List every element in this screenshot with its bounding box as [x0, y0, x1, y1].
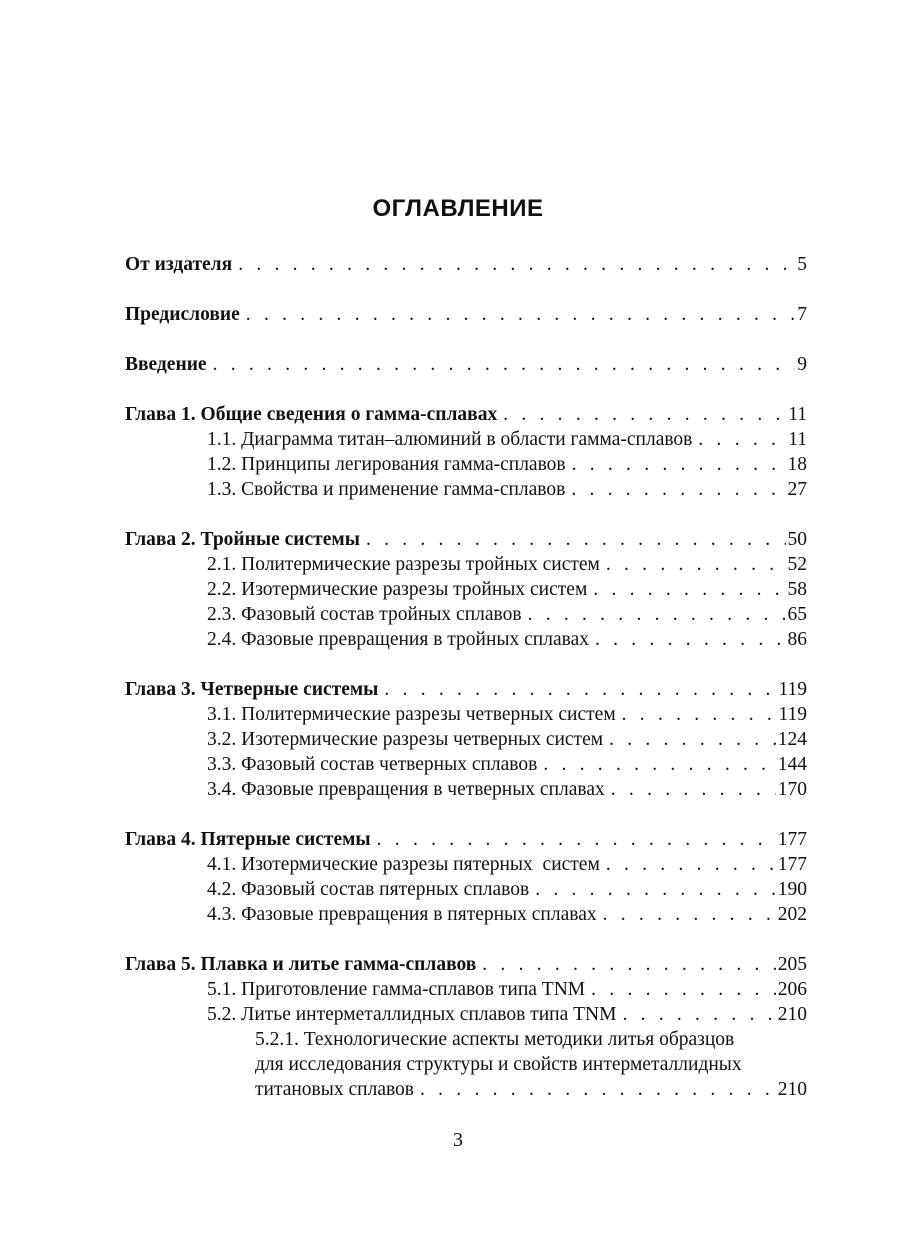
table-of-contents — [125, 252, 807, 1127]
chapter-group-3 — [125, 677, 807, 802]
toc-entry-page: 52 — [787, 554, 807, 575]
toc-entry-chapter-5[interactable] — [125, 952, 807, 977]
dot-leader — [595, 627, 786, 652]
toc-entry-label: 4.3. Фазовые превращения в пятерных сплавах — [207, 904, 597, 925]
toc-entry-label: 2.1. Политермические разрезы тройных систем — [207, 554, 600, 575]
toc-entry-label: 3.4. Фазовые превращения в четверных сплавах — [207, 779, 605, 800]
toc-entry-section[interactable] — [125, 702, 807, 727]
toc-entry-label: Глава 4. Пятерные системы — [125, 829, 371, 850]
toc-entry-publisher[interactable] — [125, 252, 807, 277]
dot-leader — [535, 877, 776, 902]
toc-entry-section[interactable] — [125, 577, 807, 602]
dot-leader — [213, 352, 796, 377]
toc-entry-label: 3.2. Изотермические разрезы четверных систем — [207, 729, 604, 750]
toc-entry-page: 27 — [787, 479, 807, 500]
toc-entry-page: 210 — [777, 1079, 807, 1100]
toc-entry-label: 3.1. Политермические разрезы четверных систем — [207, 704, 616, 725]
toc-entry-page: 7 — [797, 304, 807, 325]
toc-entry-chapter-1[interactable] — [125, 402, 807, 427]
toc-entry-section[interactable] — [125, 752, 807, 777]
toc-entry-page: 119 — [778, 679, 807, 700]
toc-entry-label: 2.4. Фазовые превращения в тройных сплавах — [207, 629, 589, 650]
toc-entry-page: 9 — [797, 354, 807, 375]
toc-entry-page: 170 — [777, 779, 807, 800]
toc-entry-page: 11 — [788, 404, 807, 425]
toc-entry-label: От издателя — [125, 254, 233, 275]
page-number: 3 — [453, 1129, 463, 1151]
toc-entry-section[interactable] — [125, 1002, 807, 1027]
dot-leader — [698, 427, 786, 452]
toc-entry-page: 86 — [787, 629, 807, 650]
dot-leader — [543, 752, 775, 777]
toc-entry-label: Глава 1. Общие сведения о гамма-сплавах — [125, 404, 498, 425]
toc-entry-section[interactable] — [125, 477, 807, 502]
toc-entry-page: 11 — [788, 429, 807, 450]
dot-leader — [246, 302, 795, 327]
dot-leader — [572, 452, 786, 477]
dot-leader — [606, 852, 776, 877]
toc-entry-chapter-2[interactable] — [125, 527, 807, 552]
toc-entry-label: 4.2. Фазовый состав пятерных сплавов — [207, 879, 530, 900]
toc-entry-chapter-3[interactable] — [125, 677, 807, 702]
toc-entry-page: 50 — [787, 529, 807, 550]
toc-entry-label: 1.2. Принципы легирования гамма-сплавов — [207, 454, 566, 475]
dot-leader — [377, 827, 776, 852]
dot-leader — [384, 677, 776, 702]
toc-entry-page: 177 — [777, 854, 807, 875]
toc-entry-subsection[interactable] — [125, 1077, 807, 1102]
toc-entry-page: 5 — [797, 254, 807, 275]
toc-entry-page: 205 — [777, 954, 807, 975]
toc-entry-page: 202 — [777, 904, 807, 925]
toc-entry-page: 190 — [777, 879, 807, 900]
chapter-group-5 — [125, 952, 807, 1102]
toc-entry-label: 4.1. Изотермические разрезы пятерных систем — [207, 854, 600, 875]
toc-entry-section[interactable] — [125, 602, 807, 627]
toc-entry-page: 144 — [777, 754, 807, 775]
toc-entry-section[interactable] — [125, 627, 807, 652]
toc-entry-introduction[interactable] — [125, 352, 807, 377]
toc-entry-page: 206 — [777, 979, 807, 1000]
toc-entry-label: 5.1. Приготовление гамма-сплавов типа TNM — [207, 979, 586, 1000]
toc-entry-section[interactable] — [125, 452, 807, 477]
dot-leader — [603, 902, 776, 927]
toc-entry-chapter-4[interactable] — [125, 827, 807, 852]
toc-entry-section[interactable] — [125, 427, 807, 452]
dot-leader — [609, 727, 776, 752]
dot-leader — [606, 552, 786, 577]
toc-subsection-text[interactable]: для исследования структуры и свойств интерметаллидных — [255, 1054, 742, 1075]
toc-entry-label: Предисловие — [125, 304, 240, 325]
page-title: ОГЛАВЛЕНИЕ — [372, 195, 544, 222]
toc-entry-label: Глава 3. Четверные системы — [125, 679, 379, 700]
toc-entry-section[interactable] — [125, 552, 807, 577]
toc-entry-label: 3.3. Фазовый состав четверных сплавов — [207, 754, 538, 775]
dot-leader — [622, 702, 777, 727]
chapter-group-2 — [125, 527, 807, 652]
dot-leader — [366, 527, 786, 552]
toc-entry-section[interactable] — [125, 902, 807, 927]
dot-leader — [611, 777, 776, 802]
toc-entry-section[interactable] — [125, 852, 807, 877]
dot-leader — [622, 1002, 775, 1027]
toc-entry-page: 18 — [787, 454, 807, 475]
toc-entry-preface[interactable] — [125, 302, 807, 327]
dot-leader — [482, 952, 775, 977]
toc-entry-label: 1.1. Диаграмма титан–алюминий в области гамма-сплавов — [207, 429, 693, 450]
dot-leader — [591, 977, 776, 1002]
dot-leader — [571, 477, 785, 502]
toc-entry-page: 58 — [787, 579, 807, 600]
toc-entry-page: 124 — [777, 729, 807, 750]
toc-entry-section[interactable] — [125, 777, 807, 802]
toc-entry-label: 1.3. Свойства и применение гамма-сплавов — [207, 479, 566, 500]
toc-entry-page: 210 — [777, 1004, 807, 1025]
dot-leader — [420, 1077, 776, 1102]
dot-leader — [238, 252, 795, 277]
toc-subsection-text[interactable]: 5.2.1. Технологические аспекты методики литья образцов — [255, 1029, 735, 1050]
toc-entry-section[interactable] — [125, 977, 807, 1002]
toc-entry-label: Введение — [125, 354, 207, 375]
toc-entry-label: Глава 5. Плавка и литье гамма-сплавов — [125, 954, 477, 975]
chapter-group-1 — [125, 402, 807, 502]
toc-entry-section[interactable] — [125, 877, 807, 902]
toc-entry-page: 65 — [787, 604, 807, 625]
toc-entry-page: 119 — [778, 704, 807, 725]
toc-entry-label: титановых сплавов — [255, 1079, 414, 1100]
dot-leader — [503, 402, 786, 427]
chapter-group-4 — [125, 827, 807, 927]
dot-leader — [528, 602, 786, 627]
toc-entry-label: Глава 2. Тройные системы — [125, 529, 360, 550]
toc-entry-label: 2.2. Изотермические разрезы тройных систем — [207, 579, 588, 600]
toc-entry-page: 177 — [777, 829, 807, 850]
toc-entry-label: 2.3. Фазовый состав тройных сплавов — [207, 604, 522, 625]
toc-entry-section[interactable] — [125, 727, 807, 752]
dot-leader — [593, 577, 785, 602]
toc-entry-label: 5.2. Литье интерметаллидных сплавов типа TNM — [207, 1004, 617, 1025]
